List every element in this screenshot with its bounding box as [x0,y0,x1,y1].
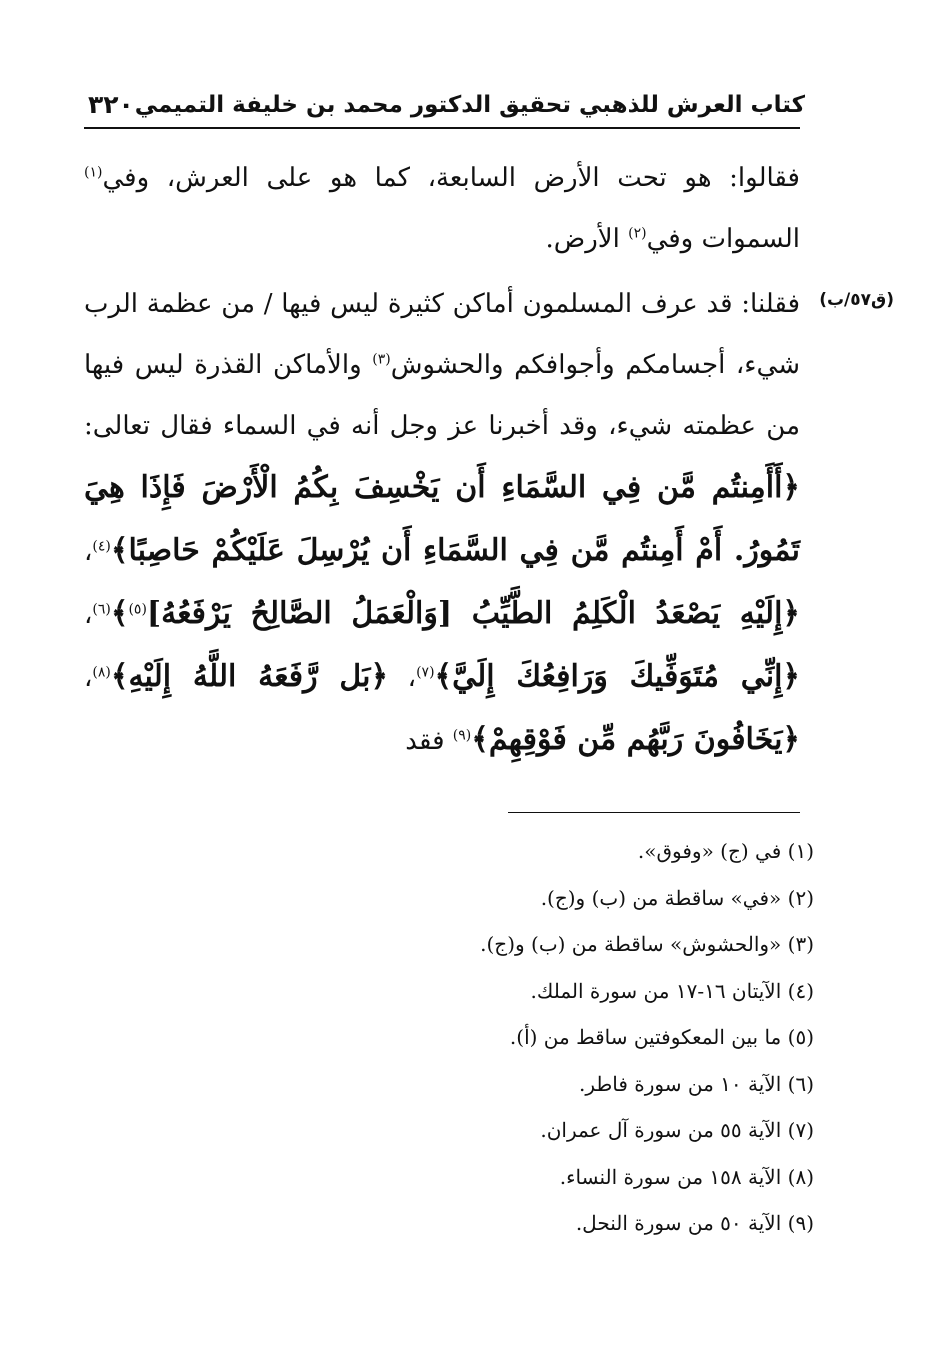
footnote-ref-5: (٥) [128,601,147,618]
footnote-ref-4: (٤) [92,538,111,555]
footnote-3: (٣) «والحشوش» ساقطة من (ب) و(ج). [480,932,814,956]
quran-verse-5: ﴿يَخَافُونَ رَبَّهُم مِّن فَوْقِهِمْ﴾ [471,722,800,757]
footnote-2: (٢) «في» ساقطة من (ب) و(ج). [540,885,814,910]
footnote-7: (٧) الآية ٥٥ من سورة آل عمران. [540,1118,814,1142]
quran-verse-2-close: ﴾ [110,596,129,631]
footnote-5: (٥) ما بين المعكوفتين ساقط من (أ). [509,1025,814,1049]
manuscript-folio-note: (ق٥٧/ب) [819,290,894,310]
running-header-title: كتاب العرش للذهبي تحقيق الدكتور محمد بن خليفة التميمي [134,92,805,118]
paragraph-1 [84,148,800,270]
footnote-9: (٩) الآية ٥٠ من سورة النحل. [575,1211,814,1235]
footnote-ref-8: (٨) [92,664,111,681]
separator: ، [388,663,417,693]
text-run: فقلنا: قد عرف المسلمون أماكن كثيرة ليس فيها / من عظمة الرب شيء، أجسامكم وأجوافكم والحشوش [84,289,800,380]
paragraph-2 [84,274,800,772]
text-run: السموات وفي [646,224,800,254]
footnote-1: (١) في (ج) «وفوق». [637,839,814,863]
footnote-6: (٦) الآية ١٠ من سورة فاطر. [578,1071,814,1096]
text-run: فقد [405,726,453,756]
separator: ، [84,663,93,693]
page-number: ٣٢٠ [88,90,134,119]
quran-verse-2: ﴿إِلَيْهِ يَصْعَدُ الْكَلِمُ الطَّيِّبُ [وَالْعَمَلُ الصَّالِحُ يَرْفَعُهُ] [146,596,800,631]
main-text [84,148,800,772]
separator: ، [84,537,93,567]
quran-verse-1: ﴿أَأَمِنتُم مَّن فِي السَّمَاءِ أَن يَخْسِفَ بِكُمُ الْأَرْضَ فَإِذَا هِيَ تَمُورُ. أَمْ أَمِنتُم مَّن فِي السَّمَاءِ أَن يُرْسِلَ عَلَيْكُمْ حَاصِبًا﴾ [84,470,800,568]
footnote-ref-3: (٣) [372,351,391,368]
footnotes-list [214,830,814,1249]
footnote-4: (٤) الآيتان ١٦-١٧ من سورة الملك. [530,978,814,1003]
separator: ، [84,600,93,630]
footnote-ref-7: (٧) [416,664,435,681]
text-run: الأرض. [545,224,629,254]
text-run: فقالوا: هو تحت الأرض السابعة، كما هو على العرش، وفي [102,163,800,193]
footnote-ref-2: (٢) [628,225,647,242]
footnote-ref-9: (٩) [452,727,472,744]
header-rule [84,127,800,129]
quran-verse-3: ﴿إِنِّي مُتَوَفِّيكَ وَرَافِعُكَ إِلَيَّ﴾ [434,659,800,694]
text-run: والأماكن القذرة ليس فيها من عظمته شيء، وقد أخبرنا عز وجل أنه في السماء فقال تعالى: [84,350,800,441]
footnote-8: (٨) الآية ١٥٨ من سورة النساء. [559,1164,814,1189]
quran-verse-4: ﴿بَل رَّفَعَهُ اللَّهُ إِلَيْهِ﴾ [110,659,389,694]
footnote-separator [508,812,800,813]
footnote-ref-1: (١) [84,164,103,181]
footnote-ref-6: (٦) [92,601,111,618]
